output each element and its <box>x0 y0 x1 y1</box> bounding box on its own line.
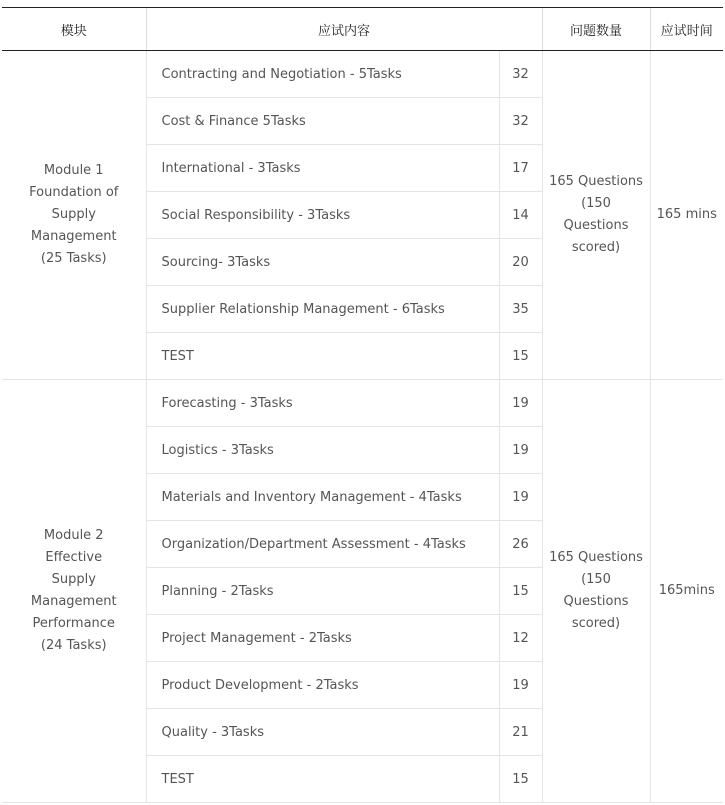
content-cell: Supplier Relationship Management - 6Tasks <box>146 286 499 333</box>
header-questions: 问题数量 <box>542 8 650 51</box>
content-cell: Materials and Inventory Management - 4Tasks <box>146 474 499 521</box>
content-cell: Sourcing- 3Tasks <box>146 239 499 286</box>
table-row <box>2 380 723 427</box>
module-line: Module 2 <box>43 528 104 543</box>
module-line: Supply <box>51 207 96 222</box>
question-count-cell: 35 <box>499 286 542 333</box>
question-count-cell: 19 <box>499 380 542 427</box>
total-questions-line: 165 Questions <box>549 174 643 189</box>
content-cell: Social Responsibility - 3Tasks <box>146 192 499 239</box>
exam-time-cell: 165mins <box>650 380 723 803</box>
content-cell: TEST <box>146 333 499 380</box>
content-cell: Planning - 2Tasks <box>146 568 499 615</box>
question-count-cell: 15 <box>499 756 542 803</box>
content-cell: Cost & Finance 5Tasks <box>146 98 499 145</box>
total-questions-line: Questions <box>563 218 629 233</box>
table-row <box>2 51 723 98</box>
question-count-cell: 32 <box>499 98 542 145</box>
module-line: Module 1 <box>43 163 104 178</box>
content-cell: International - 3Tasks <box>146 145 499 192</box>
total-questions-line: (150 <box>581 196 611 211</box>
module-line: (25 Tasks) <box>40 251 107 266</box>
question-count-cell: 19 <box>499 474 542 521</box>
module-cell <box>2 51 146 380</box>
question-count-cell: 32 <box>499 51 542 98</box>
header-module: 模块 <box>2 8 146 51</box>
question-count-cell: 19 <box>499 662 542 709</box>
question-count-cell: 17 <box>499 145 542 192</box>
header-content: 应试内容 <box>146 8 542 51</box>
content-cell: Quality - 3Tasks <box>146 709 499 756</box>
question-count-cell: 14 <box>499 192 542 239</box>
header-row <box>2 8 723 51</box>
total-questions-line: 165 Questions <box>549 550 643 565</box>
question-count-cell: 15 <box>499 568 542 615</box>
total-questions-line: (150 <box>581 572 611 587</box>
question-count-cell: 26 <box>499 521 542 568</box>
question-count-cell: 19 <box>499 427 542 474</box>
module-line: Management <box>30 229 117 244</box>
total-questions-line: scored) <box>571 616 621 631</box>
question-count-cell: 15 <box>499 333 542 380</box>
content-cell: Project Management - 2Tasks <box>146 615 499 662</box>
exam-content-table <box>2 7 723 803</box>
total-questions-cell <box>542 380 650 803</box>
total-questions-cell <box>542 51 650 380</box>
header-time: 应试时间 <box>650 8 723 51</box>
module-line: Effective <box>45 550 103 565</box>
content-cell: Logistics - 3Tasks <box>146 427 499 474</box>
module-line: Performance <box>32 616 115 631</box>
exam-time-cell: 165 mins <box>650 51 723 380</box>
module-line: Management <box>30 594 117 609</box>
content-cell: Contracting and Negotiation - 5Tasks <box>146 51 499 98</box>
content-cell: TEST <box>146 756 499 803</box>
total-questions-line: scored) <box>571 240 621 255</box>
content-cell: Organization/Department Assessment - 4Tasks <box>146 521 499 568</box>
module-line: (24 Tasks) <box>40 638 107 653</box>
module-cell <box>2 380 146 803</box>
table-header <box>2 8 723 51</box>
module-line: Foundation of <box>29 185 119 200</box>
total-questions-line: Questions <box>563 594 629 609</box>
content-cell: Product Development - 2Tasks <box>146 662 499 709</box>
module-line: Supply <box>51 572 96 587</box>
question-count-cell: 12 <box>499 615 542 662</box>
content-cell: Forecasting - 3Tasks <box>146 380 499 427</box>
question-count-cell: 21 <box>499 709 542 756</box>
table-body <box>2 51 723 803</box>
question-count-cell: 20 <box>499 239 542 286</box>
